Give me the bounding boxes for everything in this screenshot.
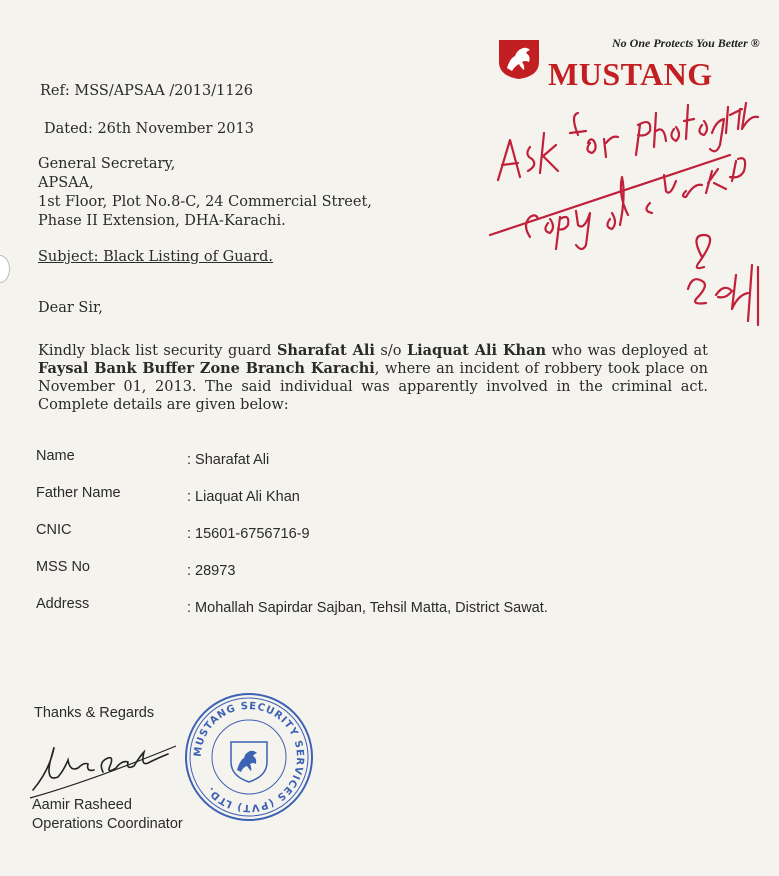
stamp-ring-text: MUSTANG SECURITY SERVICES (PVT) LTD.	[192, 700, 306, 814]
detail-label: CNIC	[36, 522, 72, 538]
signatory-title: Operations Coordinator	[32, 816, 183, 832]
body-text: who was deployed at	[546, 343, 709, 359]
letter-body	[38, 342, 708, 414]
salutation: Dear Sir,	[38, 300, 103, 316]
guard-name: Sharafat Ali	[276, 342, 375, 359]
recipient-line: Phase II Extension, DHA-Karachi.	[38, 213, 286, 229]
mustang-logo	[497, 38, 541, 80]
recipient-line: General Secretary,	[38, 156, 176, 172]
letter-date: Dated: 26th November 2013	[44, 121, 254, 137]
father-name: Liaquat Ali Khan	[406, 342, 547, 359]
recipient-line: APSAA,	[38, 175, 94, 191]
brand-name: MUSTANG	[548, 56, 713, 92]
body-text: , where an incident of robbery took place on November 01, 2013. The said individual was apparently involved in the criminal act. Complete details are given below:	[38, 361, 708, 413]
detail-value: : 15601-6756716-9	[187, 526, 310, 542]
company-stamp	[183, 690, 315, 825]
detail-label: Father Name	[36, 485, 121, 501]
handwritten-annotation	[480, 85, 770, 335]
recipient-line: 1st Floor, Plot No.8-C, 24 Commercial Street,	[38, 194, 372, 210]
detail-label: MSS No	[36, 559, 90, 575]
detail-value: : Sharafat Ali	[187, 452, 270, 468]
signatory-name: Aamir Rasheed	[32, 797, 132, 813]
detail-value: : 28973	[187, 563, 236, 579]
detail-label: Name	[36, 448, 75, 464]
body-text: Kindly black list security guard	[38, 343, 277, 359]
branch-name: Faysal Bank Buffer Zone Branch Karachi	[38, 360, 375, 377]
body-text: s/o	[374, 343, 407, 359]
punch-hole	[0, 255, 10, 283]
detail-value: : Mohallah Sapirdar Sajban, Tehsil Matta, District Sawat.	[187, 600, 548, 616]
closing-phrase: Thanks & Regards	[34, 705, 155, 721]
recipient-address	[38, 155, 372, 231]
handwritten-signature	[28, 732, 178, 802]
subject-line: Subject: Black Listing of Guard.	[38, 249, 274, 265]
detail-value: : Liaquat Ali Khan	[187, 489, 300, 505]
detail-label: Address	[36, 596, 90, 612]
brand-tagline: No One Protects You Better ®	[612, 36, 760, 50]
reference-number: Ref: MSS/APSAA /2013/1126	[40, 83, 253, 99]
